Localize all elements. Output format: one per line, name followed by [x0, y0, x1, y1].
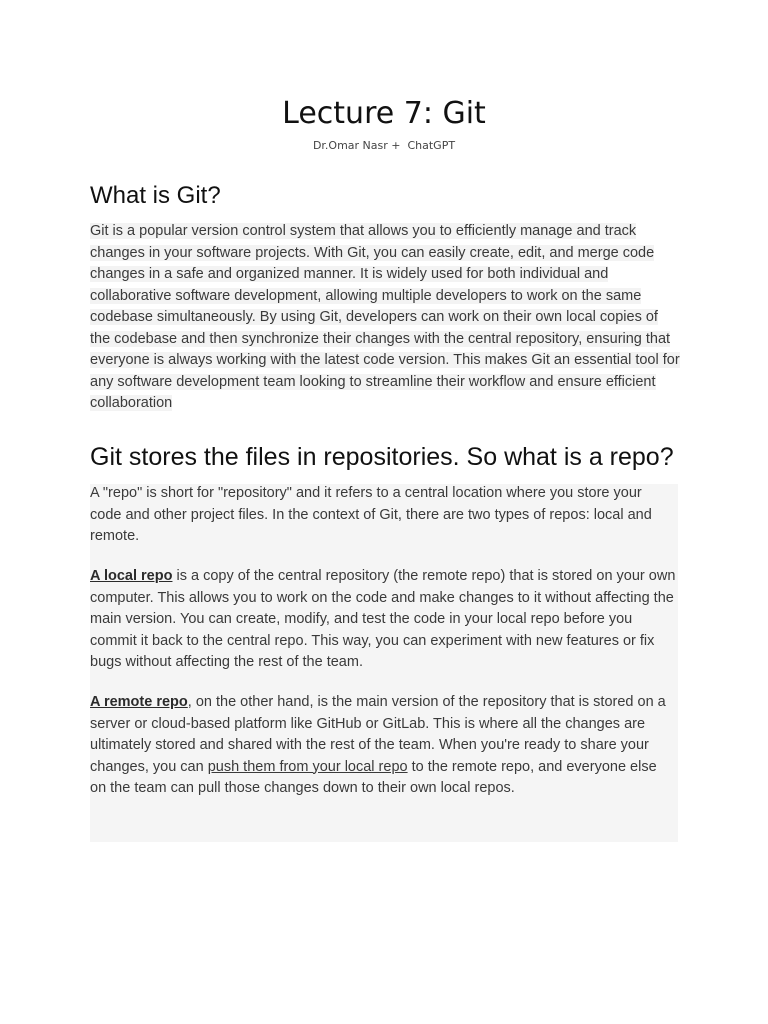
repo-explanation-block — [90, 484, 678, 842]
remote-repo-text-2: to the remote repo, and everyone else on the team can pull those changes down to their own local repos. — [90, 758, 657, 796]
repo-definition-paragraph: A "repo" is short for "repository" and it refers to a central location where you store your code and other project files. In the context of Git, there are two types of repos: local and remote. — [90, 485, 652, 544]
remote-repo-term: A remote repo — [90, 694, 188, 710]
page-title: Lecture 7: Git — [282, 96, 486, 131]
remote-repo-text-1: , on the other hand, is the main version of the repository that is stored on a server or cloud-based platform like GitHub or GitLab. This is where all the changes are ultimately stored and shared with the rest of the team. When you're ready to share your changes, you can — [90, 694, 666, 775]
git-description-text: Git is a popular version control system that allows you to efficiently manage and track changes in your software projects. With Git, you can easily create, edit, and merge code changes in a safe and organized manner. It is widely used for both individual and collaborative software development, allowing multiple developers to work on the same codebase simultaneously. By using Git, developers can work on their own local copies of the codebase and then synchronize their changes with the central repository, ensuring that everyone is always working with the latest code version. This makes Git an essential tool for any software development team looking to streamline their workflow and ensure efficient collaboration — [90, 223, 680, 411]
author-line: Dr.Omar Nasr + ChatGPT — [312, 139, 456, 152]
local-repo-text: is a copy of the central repository (the remote repo) that is stored on your own computer. This allows you to work on the code and make changes to it without affecting the main version. You can create, modify, and test the code in your local repo before you commit it back to the central repo. This way, you can experiment with new features or fix bugs without affecting the rest of the team. — [90, 568, 676, 670]
push-local-repo-link[interactable]: push them from your local repo — [207, 758, 408, 775]
git-description-paragraph — [90, 221, 680, 415]
remote-repo-paragraph — [90, 692, 676, 800]
section-heading-what-is-git: What is Git? — [90, 182, 221, 209]
section-heading-repositories: Git stores the files in repositories. So what is a repo? — [90, 443, 674, 471]
local-repo-paragraph — [90, 566, 676, 674]
local-repo-term: A local repo — [90, 568, 173, 584]
